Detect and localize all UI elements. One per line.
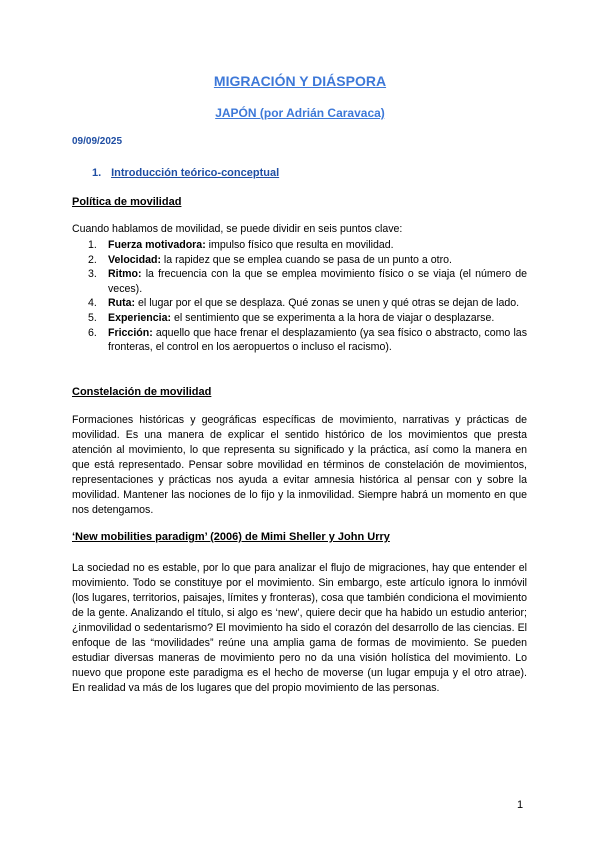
section-label: Introducción teórico-conceptual [111, 167, 280, 179]
list-item: 6. Fricción: aquello que hace frenar el desplazamiento (ya sea físico o abstracto, como las fronteras, el control en los aeropuertos o incluso el racismo). [88, 326, 527, 354]
paradigm-paragraph: La sociedad no es estable, por lo que para analizar el flujo de migraciones, hay que entender el movimiento. Todo se constituye por el movimiento. Sin embargo, este artículo ignora lo inmóvil (los lugares, territorios, paisajes, límites y fronteras), cosa que también condiciona el movimiento de la gente. Analizando el título, si algo es ‘new’, quiere decir que ha habido un estudio anterior; ¿inmovilidad o sedentarismo? El movimiento ha sido el corazón del desarrollo de las ciencias. El enfoque de las “movilidades” reúne una amplia gama de formas de movimiento. Se pueden estudiar diversas maneras de movimiento pero no da una visión holística del movimiento. Lo nuevo que propone este paradigma es el hecho de moverse (un lugar empuja y el otro atrae). En realidad va más de los lugares que del propio movimiento de las personas. [72, 562, 527, 694]
section-heading-1 [92, 166, 279, 180]
heading-constelacion: Constelación de movilidad [72, 386, 212, 398]
section-number: 1. [92, 167, 102, 179]
key-points-list [72, 238, 527, 355]
list-item: 4. Ruta: el lugar por el que se desplaza. Qué zonas se unen y qué otras se dejan de lado. [88, 297, 520, 310]
list-item: 1. Fuerza motivadora: impulso físico que resulta en movilidad. [88, 239, 394, 251]
list-item: 5. Experiencia: el sentimiento que se experimenta a la hora de viajar o desplazarse. [88, 311, 495, 324]
heading-paradigm: ‘New mobilities paradigm’ (2006) de Mimi Sheller y John Urry [72, 531, 390, 543]
politica-intro: Cuando hablamos de movilidad, se puede dividir en seis puntos clave: [72, 223, 403, 235]
page-number: 1 [517, 799, 524, 811]
document-subtitle: JAPÓN (por Adrián Caravaca) [215, 106, 385, 120]
constelacion-paragraph: Formaciones históricas y geográficas específicas de movimiento, narrativas y prácticas de movilidad. Es una manera de explicar el sentido histórico de los movimientos que presta atención al movimiento, lo que representa su significado y la práctica, así como la manera en que está representado. Pensar sobre movilidad en términos de constelación de movimientos, representaciones y prácticas nos ayuda a evitar amnesia histórica al pensar con y sobre la movilidad. Mantener las nociones de lo fijo y la inmovilidad. Siempre habrá un momento en que nos detengamos. [72, 414, 527, 516]
date-label: 09/09/2025 [72, 136, 123, 147]
list-item: 2. Velocidad: la rapidez que se emplea cuando se pasa de un punto a otro. [88, 253, 452, 266]
heading-politica: Política de movilidad [72, 196, 182, 208]
list-item: 3. Ritmo: la frecuencia con la que se emplea movimiento físico o se viaja (el número de veces). [88, 268, 527, 295]
document-title: MIGRACIÓN Y DIÁSPORA [213, 73, 387, 89]
